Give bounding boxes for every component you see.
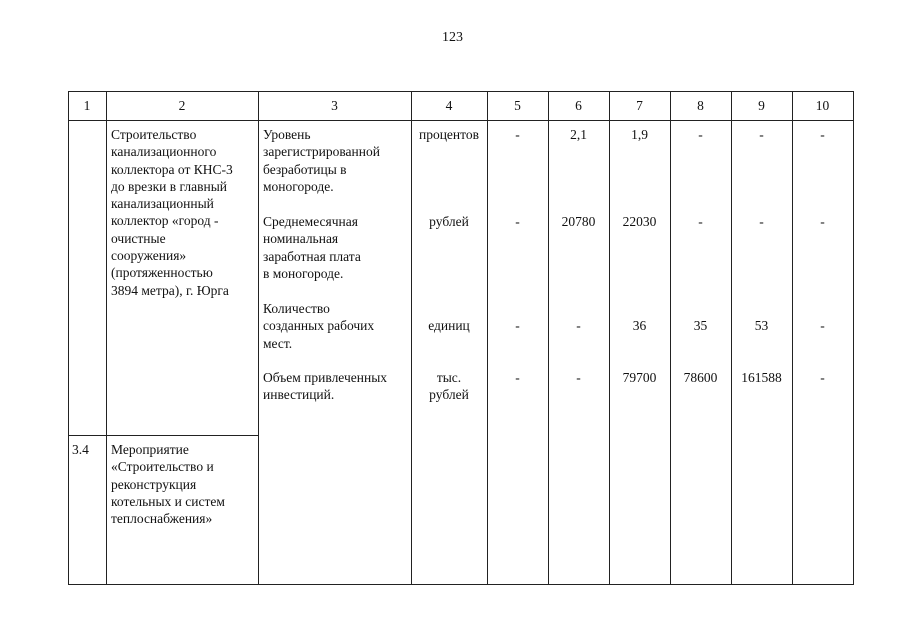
indicator-value: -: [759, 127, 764, 142]
col-border: [411, 91, 412, 585]
indicator-value: 78600: [683, 370, 718, 385]
page-number: 123: [442, 30, 463, 45]
indicator-value: -: [515, 370, 520, 385]
header-bottom-border: [68, 120, 854, 121]
indicator-unit: единиц: [428, 318, 470, 333]
indicator-value: -: [515, 127, 520, 142]
indicator-value: 20780: [561, 214, 596, 229]
indicator-unit: рублей: [429, 214, 469, 229]
indicator-value: -: [820, 127, 825, 142]
indicator-value: -: [820, 214, 825, 229]
indicator-value: -: [698, 127, 703, 142]
activity-code: 3.4: [72, 442, 89, 457]
col-border: [731, 91, 732, 585]
column-header: 6: [575, 98, 582, 113]
col-border: [670, 91, 671, 585]
col-border: [258, 91, 259, 585]
indicators-table: [68, 91, 854, 585]
indicator-value: -: [698, 214, 703, 229]
col-border: [548, 91, 549, 585]
indicator-value: 36: [632, 318, 647, 333]
indicator-name: Уровень зарегистрированной безработицы в моногороде.: [263, 127, 380, 194]
project-name: Строительство канализационного коллектора от КНС-3 до врезки в главный канализационный коллектор «город - очистные сооружения» (протяженностью 3894 метра), г. Юрга: [111, 127, 233, 298]
column-header: 8: [697, 98, 704, 113]
indicator-value: 53: [754, 318, 769, 333]
column-header: 2: [178, 98, 186, 113]
indicator-value: 161588: [741, 370, 782, 385]
column-header: 4: [445, 98, 453, 113]
column-header: 7: [636, 98, 643, 113]
indicator-value: 22030: [622, 214, 657, 229]
indicator-value: -: [820, 318, 825, 333]
indicator-value: 79700: [622, 370, 657, 385]
col-border: [106, 91, 107, 585]
col-border: [792, 91, 793, 585]
indicator-unit: процентов: [418, 127, 479, 142]
indicator-name: Количество созданных рабочих мест.: [263, 301, 375, 351]
column-header: 10: [815, 98, 830, 113]
indicator-value: 35: [693, 318, 708, 333]
col-border: [609, 91, 610, 585]
indicator-value: -: [576, 318, 581, 333]
indicator-value: -: [515, 214, 520, 229]
col-border: [68, 91, 69, 585]
column-header: 5: [514, 98, 521, 113]
col-border: [853, 91, 854, 585]
column-header: 9: [758, 98, 765, 113]
indicator-value: -: [820, 370, 825, 385]
col-border: [487, 91, 488, 585]
indicator-unit: тыс. рублей: [429, 370, 469, 403]
indicator-value: 1,9: [631, 127, 648, 142]
row-divider: [68, 435, 259, 436]
indicator-value: -: [515, 318, 520, 333]
table-bottom-border: [68, 584, 854, 585]
indicator-value: -: [759, 214, 764, 229]
activity-title: Мероприятие «Строительство и реконструкция котельных и систем теплоснабжения»: [111, 442, 225, 527]
indicator-value: -: [576, 370, 581, 385]
column-header: 3: [331, 98, 338, 113]
indicator-name: Объем привлеченных инвестиций.: [263, 370, 388, 403]
column-header: 1: [83, 98, 91, 113]
indicator-value: 2,1: [570, 127, 587, 142]
indicator-name: Среднемесячная номинальная заработная плата в моногороде.: [263, 214, 361, 281]
